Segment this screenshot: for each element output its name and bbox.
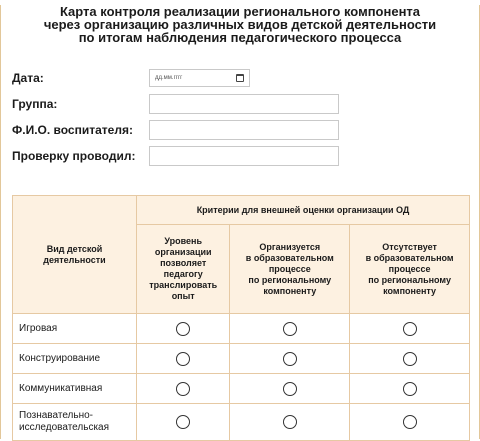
criterion-3-line: по региональному [368,274,451,285]
criterion-3-line: процессе [388,263,431,274]
criterion-2-line: процессе [268,263,311,274]
table-row [13,404,470,441]
criterion-2-line: по региональному [248,274,332,285]
radio-criterion-2[interactable] [283,382,297,396]
activity-name: Конструирование [13,344,137,374]
form-title [1,5,479,44]
radio-criterion-3[interactable] [403,322,417,336]
kind-header [13,196,137,314]
radio-criterion-1[interactable] [176,382,190,396]
date-input[interactable] [149,69,250,87]
criterion-header-2 [230,225,350,314]
date-placeholder: дд.мм.гггг [155,75,183,81]
criterion-header-3 [350,225,470,314]
radio-criterion-2[interactable] [283,415,297,429]
criterion-1-line: опыт [171,291,195,301]
teacher-row [12,120,472,140]
criterion-1-line: транслировать [149,280,218,290]
kind-header-label: Вид детской деятельности [43,243,106,265]
criterion-1-line: организации [154,247,212,257]
teacher-input[interactable] [149,120,339,140]
table-row [13,374,470,404]
group-label: Группа: [12,97,58,111]
radio-criterion-2[interactable] [283,322,297,336]
radio-criterion-3[interactable] [403,415,417,429]
radio-criterion-1[interactable] [176,322,190,336]
table-row [13,344,470,374]
activity-name: Игровая [13,314,137,344]
criterion-header-1 [137,225,230,314]
inspector-row [12,146,472,166]
header-form [12,68,472,172]
date-label: Дата: [12,71,44,85]
title-line-2: через организацию различных видов детской деятельности [43,17,437,32]
title-line-1: Карта контроля реализации регионального компонента [59,4,421,19]
criterion-1-line: Уровень [164,236,203,246]
criterion-3-line: Отсутствует [382,241,437,252]
date-row [12,68,472,88]
title-line-3: по итогам наблюдения педагогического процесса [78,30,402,45]
criteria-header: Критерии для внешней оценки организации ОД [137,196,470,225]
criteria-table [12,195,470,441]
criterion-3-line: в образовательном [365,252,454,263]
teacher-label: Ф.И.О. воспитателя: [12,123,133,137]
radio-criterion-1[interactable] [176,415,190,429]
table-row [13,314,470,344]
activity-name: Познавательно-исследовательская [13,404,137,441]
group-input[interactable] [149,94,339,114]
radio-criterion-2[interactable] [283,352,297,366]
criterion-2-line: Организуется [259,241,321,252]
criterion-2-line: компоненту [263,285,317,296]
radio-criterion-1[interactable] [176,352,190,366]
criterion-1-line: педагогу [163,269,203,279]
inspector-label: Проверку проводил: [12,149,136,163]
calendar-icon[interactable] [236,74,244,82]
inspector-input[interactable] [149,146,339,166]
radio-criterion-3[interactable] [403,382,417,396]
criterion-1-line: позволяет [160,258,207,268]
criterion-3-line: компоненту [383,285,437,296]
criterion-2-line: в образовательном [245,252,334,263]
radio-criterion-3[interactable] [403,352,417,366]
activity-name: Коммуникативная [13,374,137,404]
group-row [12,94,472,114]
